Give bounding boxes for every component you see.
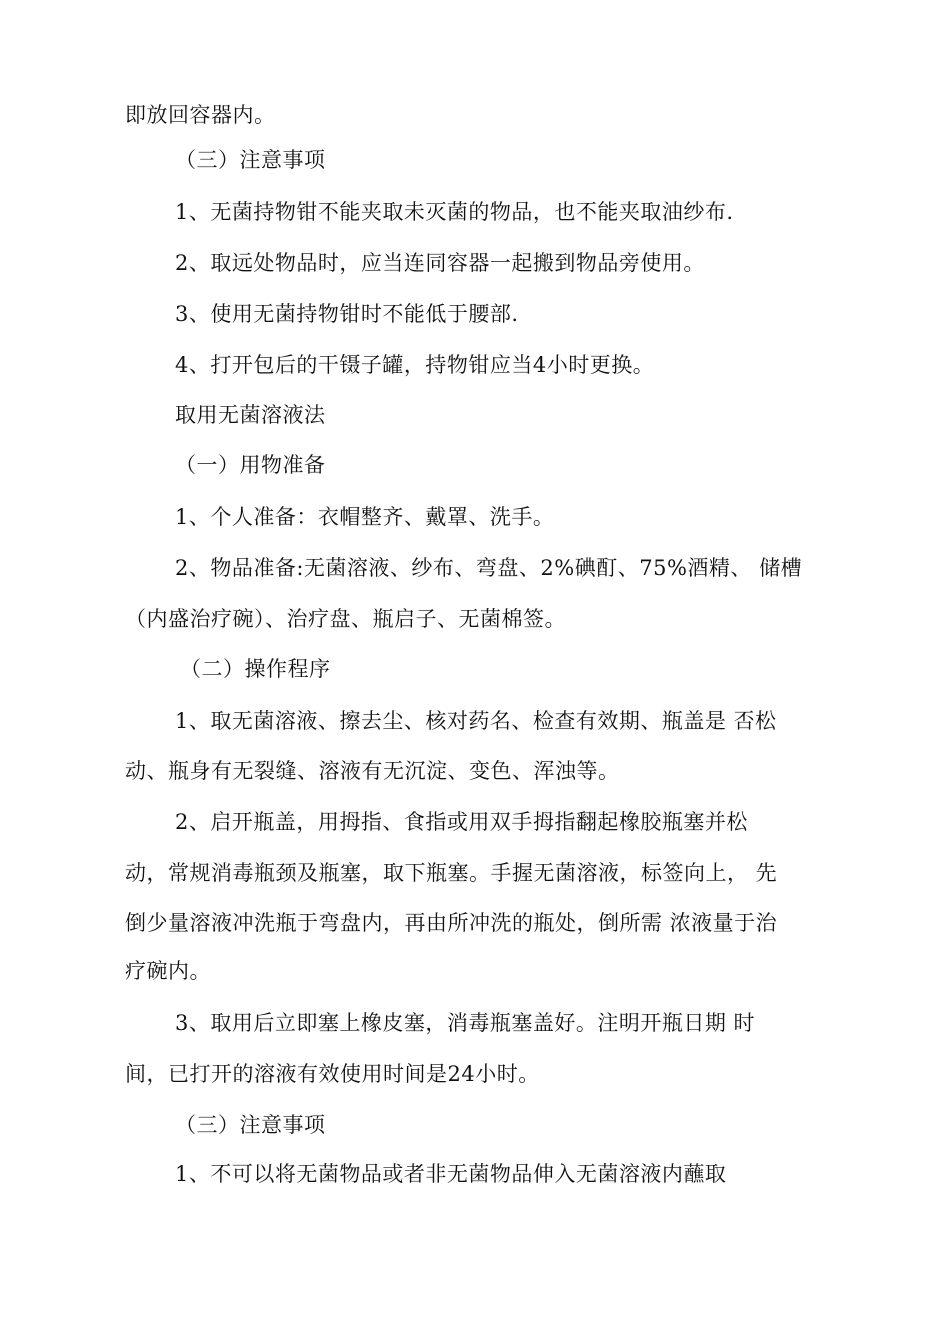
text-line-15: 2、启开瓶盖，用拇指、食指或用双手拇指翻起橡胶瓶塞并松 [175,810,748,834]
text-line-4: 2、取远处物品时，应当连同容器一起搬到物品旁使用。 [175,251,705,275]
text-line-17: 倒少量溶液冲洗瓶于弯盘内，再由所冲洗的瓶处，倒所需 浓液量于治 [125,911,778,935]
text-line-22: 1、不可以将无菌物品或者非无菌物品伸入无菌溶液内蘸取 [175,1162,727,1186]
text-line-19: 3、取用后立即塞上橡皮塞，消毒瓶塞盖好。注明开瓶日期 时 [175,1011,756,1035]
section-heading-procedure: （二）操作程序 [180,657,331,681]
text-line-5: 3、使用无菌持物钳时不能低于腰部. [175,302,519,326]
text-line-18: 疗碗内。 [125,959,211,983]
text-line-20: 间，已打开的溶液有效使用时间是24小时。 [125,1062,540,1086]
text-line-6: 4、打开包后的干镊子罐，持物钳应当4小时更换。 [175,353,655,377]
text-line-16: 动，常规消毒瓶颈及瓶塞，取下瓶塞。手握无菌溶液，标签向上， 先 [125,861,778,885]
section-title-sterile-solution: 取用无菌溶液法 [175,403,326,427]
text-line-1: 即放回容器内。 [125,103,276,127]
text-line-9: 1、个人准备：衣帽整齐、戴罩、洗手。 [175,505,555,529]
text-line-3: 1、无菌持物钳不能夹取未灭菌的物品，也不能夹取油纱布. [175,200,734,224]
section-heading-preparation: （一）用物准备 [175,453,326,477]
text-line-11: （内盛治疗碗）、治疗盘、瓶启子、无菌棉签。 [125,607,566,631]
text-line-10: 2、物品准备:无菌溶液、纱布、弯盘、2%碘酊、75%酒精、 储槽 [175,556,803,580]
section-heading-precautions-2: （三）注意事项 [175,1113,326,1137]
text-line-13: 1、取无菌溶液、擦去尘、核对药名、检查有效期、瓶盖是 否松 [175,709,777,733]
text-line-14: 动、瓶身有无裂缝、溶液有无沉淀、变色、浑浊等。 [125,759,620,783]
section-heading-precautions: （三）注意事项 [175,148,326,172]
